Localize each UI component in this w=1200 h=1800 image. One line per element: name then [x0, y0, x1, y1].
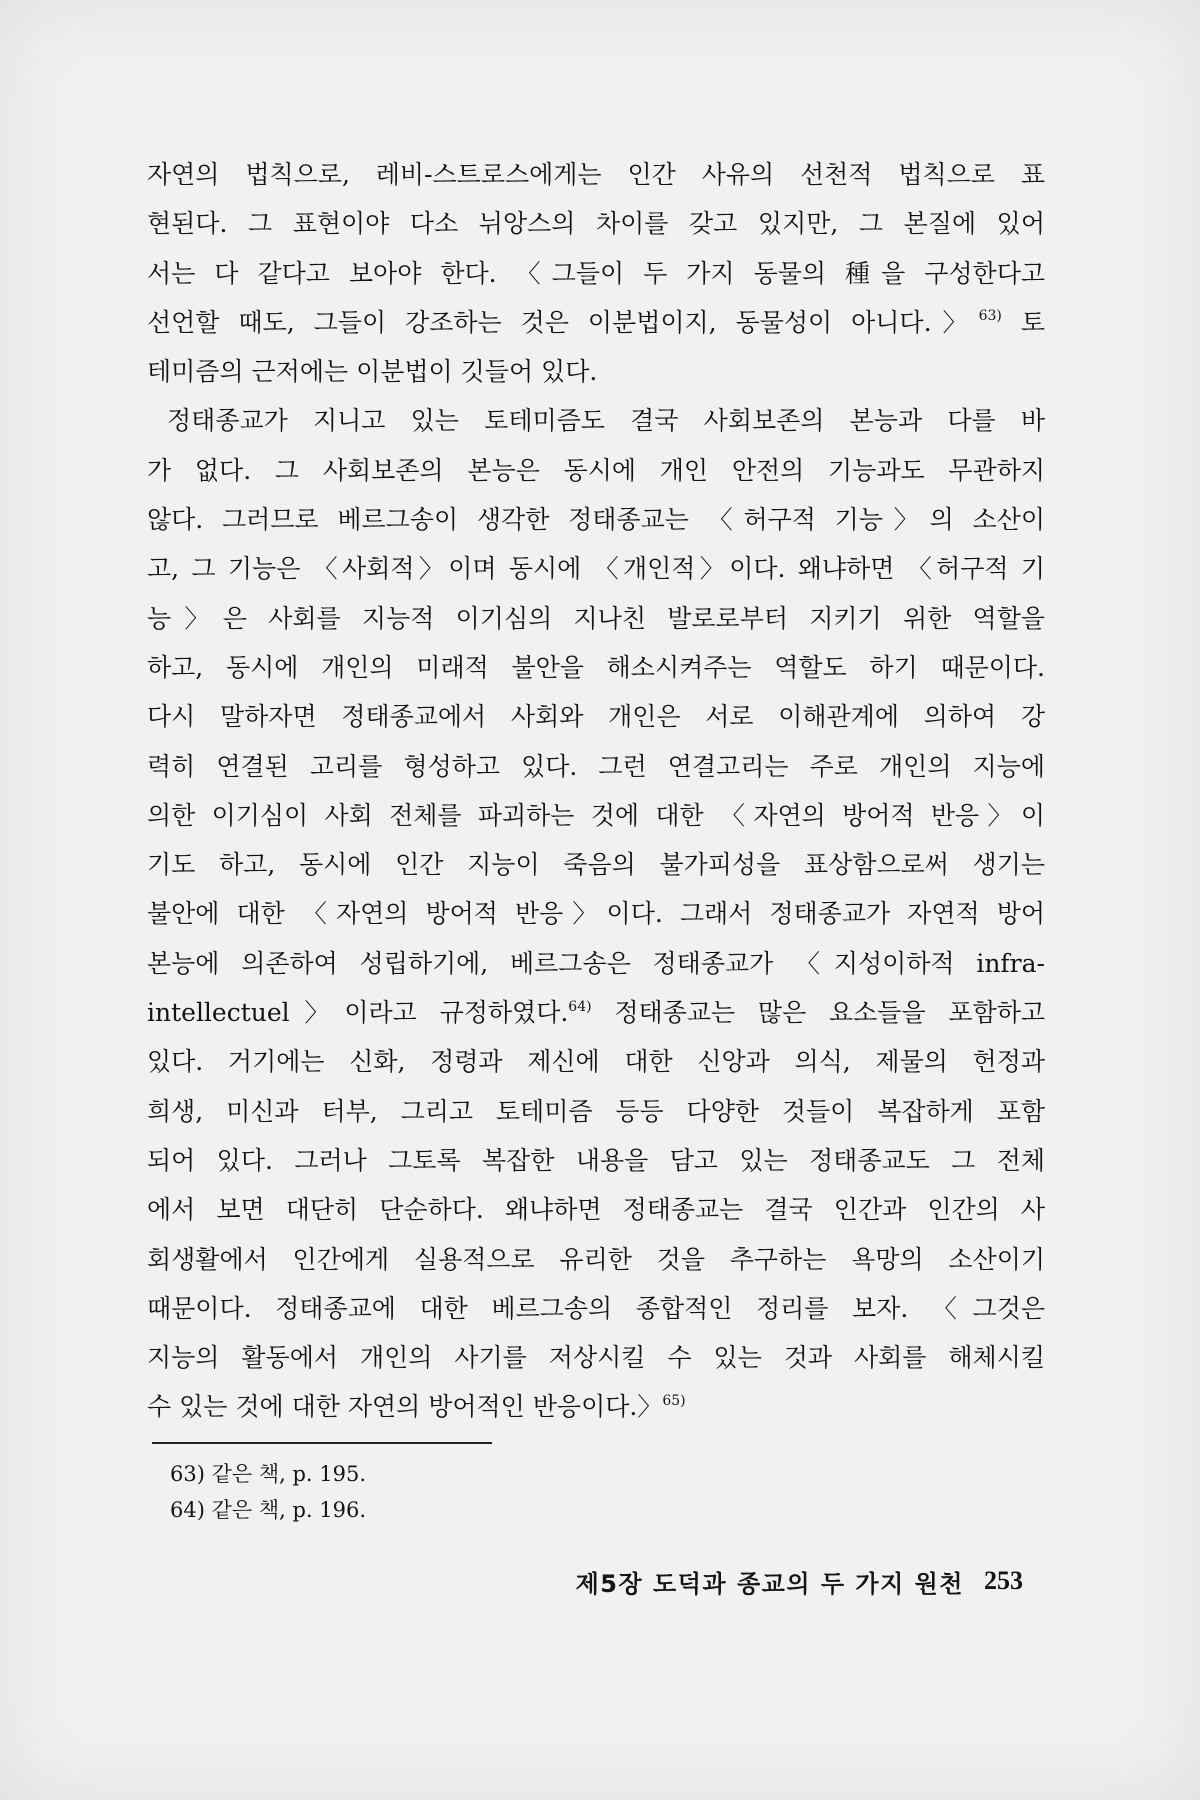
text-line: [147, 298, 1045, 347]
text-line: 능〉은 사회를 지능적 이기심의 지나친 발로로부터 지키기 위한 역할을: [147, 603, 1045, 633]
text-line: 본능에 의존하여 성립하기에, 베르그송은 정태종교가 〈지성이하적 infra-: [147, 948, 1045, 978]
paragraph: [147, 150, 1045, 396]
text-line: 기도 하고, 동시에 인간 지능이 죽음의 불가피성을 표상함으로써 생기는: [147, 850, 1045, 880]
text-line: 서는 다 같다고 보아야 한다. 〈그들이 두 가지 동물의 種을 구성한다고: [147, 258, 1045, 288]
text-line: 희생, 미신과 터부, 그리고 토테미즘 등등 다양한 것들이 복잡하게 포함: [147, 1096, 1045, 1126]
text-line: 때문이다. 정태종교에 대한 베르그송의 종합적인 정리를 보자. 〈그것은: [147, 1293, 1045, 1323]
text-line: 지능의 활동에서 개인의 사기를 저상시킬 수 있는 것과 사회를 해체시킬: [147, 1343, 1045, 1373]
text-line: 않다. 그러므로 베르그송이 생각한 정태종교는 〈허구적 기능〉의 소산이: [147, 505, 1045, 535]
footnote-reference: 64): [568, 998, 592, 1015]
text-line: 있다. 거기에는 신화, 정령과 제신에 대한 신앙과 의식, 제물의 헌정과: [147, 1047, 1045, 1077]
line-text: 선언할 때도, 그들이 강조하는 것은 이분법이지, 동물성이 아니다.〉: [147, 307, 979, 337]
running-footer: [576, 1562, 1023, 1600]
line-text: intellectuel〉이라고 규정하였다.: [147, 998, 569, 1028]
text-line: 정태종교가 지니고 있는 토테미즘도 결국 사회보존의 본능과 다를 바: [167, 406, 1045, 436]
line-text: 수 있는 것에 대한 자연의 방어적인 반응이다.〉: [147, 1392, 663, 1422]
text-line: 불안에 대한 〈자연의 방어적 반응〉이다. 그래서 정태종교가 자연적 방어: [147, 899, 1045, 929]
text-line: 다시 말하자면 정태종교에서 사회와 개인은 서로 이해관계에 의하여 강: [147, 702, 1045, 732]
text-line: 력히 연결된 고리를 형성하고 있다. 그런 연결고리는 주로 개인의 지능에: [147, 751, 1045, 781]
paragraph: [147, 396, 1045, 1431]
text-line: [147, 988, 1045, 1037]
page-number: 253: [984, 1566, 1023, 1595]
chapter-title: 제5장 도덕과 종교의 두 가지 원천: [575, 1569, 964, 1598]
footnote: 63) 같은 책, p. 195.: [170, 1462, 367, 1486]
text-line: 에서 보면 대단히 단순하다. 왜냐하면 정태종교는 결국 인간과 인간의 사: [147, 1195, 1045, 1225]
text-line: 가 없다. 그 사회보존의 본능은 동시에 개인 안전의 기능과도 무관하지: [147, 455, 1045, 485]
footnote: 64) 같은 책, p. 196.: [170, 1498, 367, 1522]
footnotes: [170, 1456, 770, 1528]
line-text: 토: [1020, 307, 1045, 337]
text-line: 테미즘의 근저에는 이분법이 깃들어 있다.: [147, 357, 598, 387]
footnote-divider: [152, 1442, 492, 1444]
text-line: 현된다. 그 표현이야 다소 뉘앙스의 차이를 갖고 있지만, 그 본질에 있어: [147, 209, 1045, 239]
body-text: [147, 150, 1045, 1432]
text-line: 되어 있다. 그러나 그토록 복잡한 내용을 담고 있는 정태종교도 그 전체: [147, 1145, 1045, 1175]
text-line: 회생활에서 인간에게 실용적으로 유리한 것을 추구하는 욕망의 소산이기: [147, 1244, 1045, 1274]
text-line: 의한 이기심이 사회 전체를 파괴하는 것에 대한 〈자연의 방어적 반응〉이: [147, 800, 1045, 830]
text-line: 하고, 동시에 개인의 미래적 불안을 해소시켜주는 역할도 하기 때문이다.: [147, 652, 1045, 682]
text-line: [147, 1382, 1045, 1431]
line-text: 정태종교는 많은 요소들을 포함하고: [614, 998, 1045, 1028]
text-line: 자연의 법칙으로, 레비-스트로스에게는 인간 사유의 선천적 법칙으로 표: [147, 160, 1045, 189]
footnote-reference: 65): [662, 1392, 686, 1409]
footnote-reference: 63): [978, 308, 1002, 325]
text-line: 고, 그 기능은 〈사회적〉이며 동시에 〈개인적〉이다. 왜냐하면 〈허구적 기: [147, 554, 1045, 584]
